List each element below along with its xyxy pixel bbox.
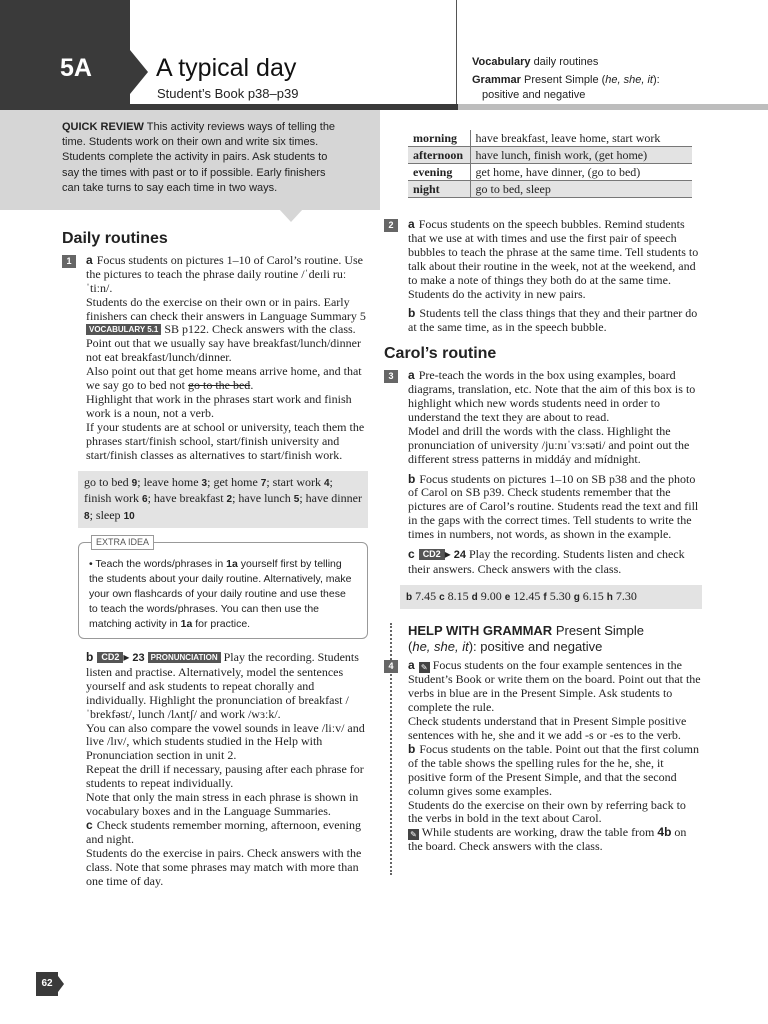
grammar-value: Present Simple (	[523, 74, 606, 86]
exercise-number: 3	[384, 370, 398, 383]
answer-key: e	[504, 591, 511, 603]
header-strip-grey	[458, 104, 768, 110]
cd-tag: CD2	[97, 652, 123, 663]
exercise-paragraph: Note that only the main stress in each phrase is shown in vocabulary boxes and in the Language Summaries.	[86, 790, 359, 818]
exercise-text: Check students remember morning, afternoon, evening and night.	[86, 817, 361, 846]
exercise-letter: a	[408, 658, 415, 673]
cd-track: 24	[453, 549, 466, 562]
answer-text: go to bed	[84, 474, 132, 489]
exercise-paragraph: Highlight that work in the phrases start work and finish work is a noun, not a verb.	[86, 391, 352, 420]
vocab-table-wrap	[384, 130, 692, 198]
unit-number: 5A	[60, 54, 92, 82]
exercise-number: 4	[384, 660, 398, 673]
exercise-text: Play the recording. Students listen and check their answers. Check answers with the class.	[408, 547, 685, 576]
exercise-paragraph	[408, 548, 702, 577]
answer-key: 9	[131, 477, 138, 489]
exercise-paragraph	[86, 365, 368, 393]
exercise-text: SB p122. Check answers with the class.	[164, 322, 356, 337]
answer-key: g	[573, 591, 580, 603]
vocabulary-line	[472, 56, 598, 68]
exercise-paragraph	[408, 473, 702, 543]
exercise-paragraph: Students do the exercise on their own by referring back to the verbs in bold in the text about Carol.	[408, 797, 686, 826]
exercise-letter: b	[408, 471, 416, 486]
quick-review-arrow	[279, 209, 303, 222]
exercise-paragraph	[86, 254, 368, 296]
right-column	[384, 218, 702, 854]
exercise-paragraph: Students do the activity in new pairs.	[408, 286, 586, 301]
exercise-1b	[62, 651, 368, 888]
answer-key: 8	[84, 510, 90, 522]
exercise-text: Also point out that get home means arrive home, and that we say go to bed not	[86, 364, 362, 393]
table-row	[408, 164, 692, 181]
answer-key: d	[471, 591, 478, 603]
vocabulary-value: daily routines	[533, 56, 599, 68]
hwg-heading: HELP WITH GRAMMAR	[408, 623, 553, 639]
answer-text: ; finish work	[84, 474, 333, 505]
pencil-icon: ✎	[408, 829, 419, 840]
answer-key: 2	[226, 494, 233, 505]
exercise-letter: b	[408, 306, 416, 321]
quick-review-label: QUICK REVIEW	[62, 121, 144, 133]
answer-key: 3	[201, 477, 208, 489]
exercise-text: Focus students on pictures 1–10 on SB p38 and the photo of Carol on SB p39. Check students remember that the pictures are of Carol’s routine. Students read the text and fill in the gaps with the correct times. Tell students to write the times in numbers, not words, as shown in the example.	[408, 471, 699, 542]
grammar-value-line2: positive and negative	[482, 89, 586, 101]
answer-text: ; have breakfast	[147, 491, 227, 505]
exercise-text: Students tell the class things that they and their partner do at the same time, as in the speech bubble.	[408, 306, 698, 335]
table-cell-activities: get home, have dinner, (go to bed)	[470, 164, 692, 181]
grammar-value-end: ):	[653, 74, 660, 86]
answer-text: 6.15	[579, 588, 607, 603]
extra-idea-ref: 1a	[226, 558, 238, 570]
exercise-text: .	[250, 378, 254, 393]
answer-text: 12.45	[510, 588, 544, 603]
exercise-text: Play the recording. Students listen and practise. Alternatively, model the sentences yourself and ask students to repeat chorally and individually. Highlight the pronunciation of breakfast /ˈbrekfəst/, lunch /lʌntʃ/ and work /wɜːk/.	[86, 650, 359, 721]
extra-idea-ref: 1a	[180, 618, 193, 630]
exercise-number: 2	[384, 219, 398, 232]
table-cell-activities: have lunch, finish work, (get home)	[470, 147, 692, 164]
exercise-letter: b	[86, 650, 94, 664]
header-divider	[456, 0, 457, 104]
exercise-paragraph	[408, 743, 702, 799]
exercise-paragraph	[408, 659, 702, 715]
hwg-subheading-end: ): positive and negative	[468, 639, 603, 655]
answer-key: b	[406, 591, 413, 603]
table-cell-time: evening	[408, 164, 470, 181]
exercise-paragraph	[408, 307, 702, 335]
grammar-value-italic: he, she, it	[605, 74, 653, 86]
exercise-2	[384, 218, 702, 335]
answer-text: 7.30	[612, 588, 637, 603]
exercise-1	[62, 254, 368, 463]
vocabulary-label: Vocabulary	[472, 56, 531, 68]
answer-text: 8.15	[444, 588, 472, 603]
hwg-subheading-italic: he, she, it	[412, 639, 469, 655]
strikethrough-text: go to the bed	[187, 378, 251, 393]
section-heading-carols-routine: Carol’s routine	[384, 345, 497, 363]
exercise-4	[384, 659, 702, 854]
answer-key: 5	[293, 494, 300, 505]
left-column	[62, 232, 368, 888]
answer-key: 7	[260, 477, 267, 489]
exercise-letter: a	[86, 252, 93, 267]
answer-text: ; have dinner	[299, 491, 362, 505]
cd-arrow-icon: ▸	[123, 650, 130, 664]
page-number: 62	[36, 972, 58, 996]
extra-idea-text: • Teach the words/phrases in 1a yourself first by telling the students about your daily routine. Alternatively, make your own flashcards of your daily routine and use these to teach the words/phrases. You can then use the matching activity in 1a for practice.	[89, 558, 352, 630]
answer-box-1a	[78, 471, 368, 529]
help-with-grammar	[384, 623, 702, 854]
exercise-text: Students do the exercise on their own or in pairs. Early finishers can check their answers in Language Summary 5	[86, 294, 366, 323]
exercise-text: Focus students on the table. Point out that the first column of the table shows the spelling rules for the he, she, it positive form of the Present Simple, and that the second column gives some examples.	[408, 741, 699, 798]
table-row	[408, 130, 692, 147]
grammar-label: Grammar	[472, 74, 521, 86]
hwg-subheading: Present Simple	[555, 623, 644, 639]
vocabulary-tag: VOCABULARY 5.1	[86, 324, 161, 335]
help-with-grammar-title	[408, 623, 702, 655]
exercise-letter: a	[408, 368, 415, 383]
exercise-text: on the board. Check answers with the class.	[408, 825, 687, 854]
answer-text: 9.00	[477, 588, 505, 603]
unit-tab-arrow	[130, 50, 148, 94]
exercise-text: Focus students on the four example sentences in the Student’s Book or write them on the board. Point out that the verbs in blue are in the Present Simple. Ask students to complete the rule.	[408, 658, 701, 715]
unit-tab	[0, 0, 130, 104]
cd-tag: CD2	[419, 549, 445, 560]
answer-text: ; sleep	[89, 507, 124, 522]
exercise-paragraph	[86, 651, 368, 722]
exercise-paragraph: Point out that we usually say have breakfast/lunch/dinner not eat breakfast/lunch/dinner.	[86, 336, 361, 365]
answer-text: ; leave home	[137, 474, 202, 489]
exercise-paragraph: Check students understand that in Present Simple positive sentences with he, she and it we add -s or -es to the verb.	[408, 714, 687, 742]
answer-text: ; have lunch	[232, 491, 294, 505]
exercise-paragraph	[408, 369, 702, 425]
exercise-paragraph: You can also compare the vowel sounds in leave /liːv/ and live /lɪv/, which students studied in the Help with Pronunciation section in unit 2.	[86, 720, 365, 763]
table-cell-time: afternoon	[408, 147, 470, 164]
answer-key: 6	[142, 494, 148, 505]
vocab-table	[408, 130, 692, 198]
exercise-paragraph	[408, 218, 702, 288]
answer-text: ; start work	[266, 474, 324, 489]
hwg-paren: (	[408, 639, 413, 655]
exercise-paragraph: Model and drill the words with the class. Highlight the pronunciation of university /juːnɪˈvɜːsəti/ and point out the different stress patterns in middáy and mídnight.	[408, 423, 690, 466]
extra-idea-box	[78, 537, 368, 639]
exercise-3	[384, 369, 702, 577]
pencil-icon: ✎	[419, 662, 430, 673]
exercise-ref: 4b	[657, 825, 672, 840]
cd-arrow-icon: ▸	[444, 547, 451, 562]
grammar-line	[472, 73, 660, 103]
exercise-letter: c	[86, 817, 93, 832]
table-cell-time: morning	[408, 130, 470, 147]
table-row	[408, 147, 692, 164]
exercise-paragraph: If your students are at school or university, teach them the phrases start/finish school, start/finish university and start/finish classes as alternatives to start/finish work.	[86, 419, 365, 462]
page-subtitle: Student’s Book p38–p39	[157, 86, 299, 101]
table-row	[408, 181, 692, 198]
cd-track: 23	[132, 652, 145, 664]
exercise-paragraph: Repeat the drill if necessary, pausing after each phrase for students to repeat individually.	[86, 762, 364, 791]
quick-review-text: This activity reviews ways of telling the time. Students work on their own and write six times. Students complete the activity in pairs. Ask students to say the times with past or to if possible. Early finishers can take turns to say each time in two ways.	[62, 121, 336, 194]
answer-key: c	[439, 591, 445, 603]
exercise-paragraph	[408, 826, 702, 854]
exercise-letter: b	[408, 741, 416, 756]
extra-idea-part: for practice.	[192, 618, 251, 630]
table-cell-activities: go to bed, sleep	[470, 181, 692, 198]
answer-text: 7.45	[412, 588, 440, 603]
exercise-letter: c	[408, 547, 415, 562]
exercise-text: While students are working, draw the table from	[421, 825, 655, 840]
answer-key: h	[606, 591, 613, 603]
answer-key: 10	[123, 510, 135, 522]
extra-idea-part: Teach the words/phrases in	[95, 558, 227, 570]
extra-idea-part: yourself first by telling the students about your daily routine. Alternatively, make your own flashcards of your daily routine and use these to teach the words/phrases. You can then use the matching activity in	[89, 558, 352, 630]
extra-idea-label: EXTRA IDEA	[91, 535, 154, 550]
exercise-letter: a	[408, 217, 415, 231]
table-cell-activities: have breakfast, leave home, start work	[470, 130, 692, 147]
exercise-text: Focus students on pictures 1–10 of Carol’s routine. Use the pictures to teach the phrase daily routine /ˈdeɪli ruːˈtiːn/.	[86, 252, 363, 295]
table-cell-time: night	[408, 181, 470, 198]
page-title: A typical day	[156, 54, 297, 82]
page-number-notch	[58, 976, 64, 992]
answer-box-3b	[400, 585, 702, 610]
exercise-paragraph	[86, 296, 368, 338]
answer-key: 4	[323, 477, 330, 489]
exercise-number: 1	[62, 255, 76, 268]
answer-text: 5.30	[546, 588, 574, 603]
answer-text: ; get home	[207, 474, 261, 489]
quick-review-box	[0, 110, 380, 210]
exercise-paragraph: Students do the exercise in pairs. Check answers with the class. Note that some phrases may match with more than one time of day.	[86, 845, 362, 888]
pronunciation-tag: PRONUNCIATION	[148, 652, 221, 663]
answer-key: f	[543, 591, 547, 603]
exercise-text: Pre-teach the words in the box using examples, board diagrams, translation, etc. Note that the aim of this box is to highlight which new words students need in order to understand the text they are about to read.	[408, 368, 696, 424]
exercise-text: Focus students on the speech bubbles. Remind students that we use at with times and use the first pair of speech bubbles to teach the phrase at the same time. Tell students to talk about their routine in the week, not at the weekend, and to make a note of things they both do at the same time.	[408, 217, 699, 287]
section-heading-daily-routines: Daily routines	[62, 230, 168, 247]
exercise-paragraph	[86, 819, 368, 847]
